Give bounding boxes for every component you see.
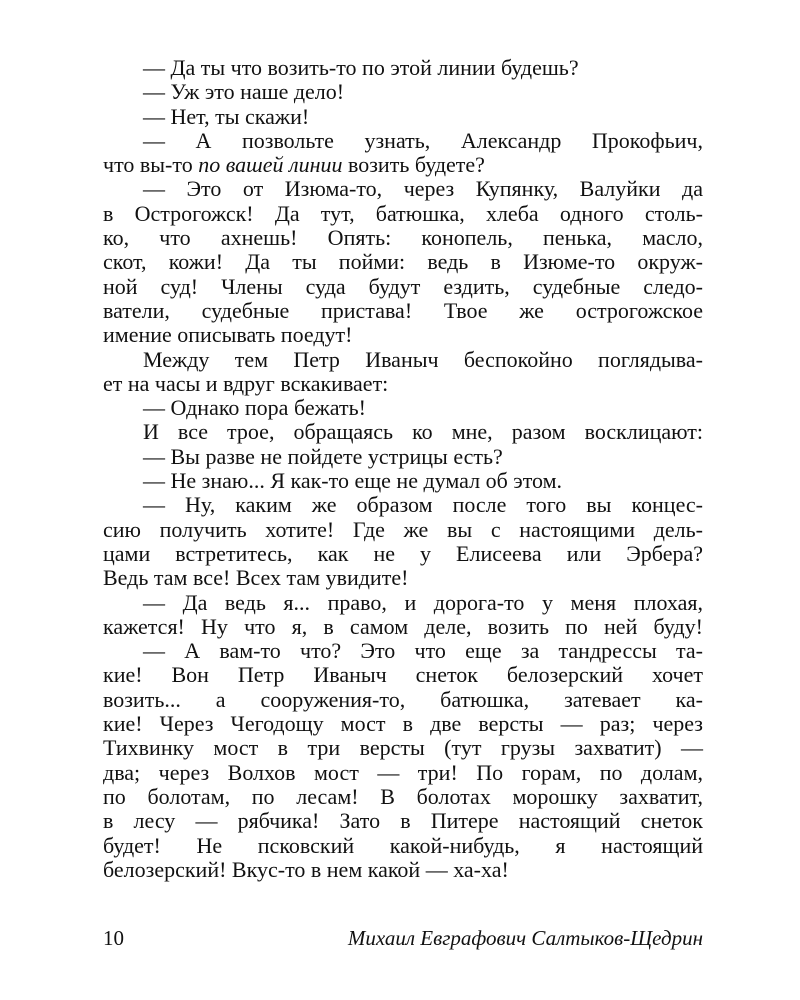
- text-line: сию получить хотите! Где же вы с настоящими дель-: [103, 516, 703, 542]
- text-line: — Да ты что возить-то по этой линии будешь?: [143, 55, 579, 80]
- text-line: Тихвинку мост в три версты (тут грузы захватит) —: [103, 735, 703, 761]
- text-line: — Да ведь я... право, и дорога-то у меня плохая,: [143, 589, 703, 615]
- text-line: — Ну, каким же образом после того вы концес-: [143, 492, 703, 518]
- text-line: цами встретитесь, как не у Елисеева или Эрбера?: [103, 540, 703, 566]
- text-line: ко, что ахнешь! Опять: конопель, пенька, масло,: [103, 225, 703, 251]
- text-line: кие! Через Чегодощу мост в две версты — раз; через: [103, 711, 703, 737]
- text-line: — А вам-то что? Это что еще за тандрессы та-: [143, 638, 703, 664]
- text-fragment: что вы-то: [103, 152, 199, 178]
- text-line: И все трое, обращаясь ко мне, разом восклицают:: [143, 419, 703, 445]
- text-line: в Острогожск! Да тут, батюшка, хлеба одного столь-: [103, 200, 703, 226]
- page-number: 10: [103, 926, 124, 950]
- text-fragment: возить будете?: [342, 152, 485, 178]
- text-line: в лесу — рябчика! Зато в Питере настоящий снеток: [103, 808, 703, 834]
- text-line: ет на часы и вдруг вскакивает:: [103, 370, 389, 396]
- running-author: Михаил Евграфович Салтыков-Щедрин: [347, 926, 703, 950]
- text-line: — Уж это наше дело!: [143, 79, 345, 105]
- text-line: белозерский! Вкус-то в нем какой — ха-ха!: [103, 856, 509, 882]
- page-footer: [103, 925, 703, 951]
- text-line: ной суд! Члены суда будут ездить, судебные следо-: [103, 273, 703, 299]
- text-line: Между тем Петр Иваныч беспокойно поглядыва-: [143, 346, 703, 372]
- text-line: будет! Не псковский какой-нибудь, я настоящий: [103, 832, 703, 858]
- text-line: возить... а сооружения-то, батюшка, затевает ка-: [103, 686, 703, 712]
- text-line: — А позвольте узнать, Александр Прокофьич,: [143, 127, 703, 153]
- text-line: — Вы разве не пойдете устрицы есть?: [143, 443, 503, 469]
- text-line: кие! Вон Петр Иваныч снеток белозерский хочет: [103, 662, 703, 688]
- body-text: [103, 56, 703, 882]
- text-line: — Нет, ты скажи!: [143, 103, 310, 129]
- text-line: [103, 153, 703, 177]
- text-line: — Однако пора бежать!: [143, 395, 366, 421]
- text-line: имение описывать поедут!: [103, 322, 353, 348]
- text-line: кажется! Ну что я, в самом деле, возить по ней буду!: [103, 613, 703, 639]
- italic-phrase: по вашей линии: [198, 152, 343, 178]
- text-line: два; через Волхов мост — три! По горам, по долам,: [103, 759, 703, 785]
- text-line: скот, кожи! Да ты пойми: ведь в Изюме-то окруж-: [103, 249, 703, 275]
- text-line: — Не знаю... Я как-то еще не думал об этом.: [143, 468, 563, 494]
- text-line: ватели, судебные пристава! Твое же острогожское: [103, 297, 703, 323]
- text-line: — Это от Изюма-то, через Купянку, Валуйки да: [143, 176, 703, 202]
- text-line: по болотам, по лесам! В болотах морошку захватит,: [103, 783, 703, 809]
- text-line: Ведь там все! Всех там увидите!: [103, 565, 409, 591]
